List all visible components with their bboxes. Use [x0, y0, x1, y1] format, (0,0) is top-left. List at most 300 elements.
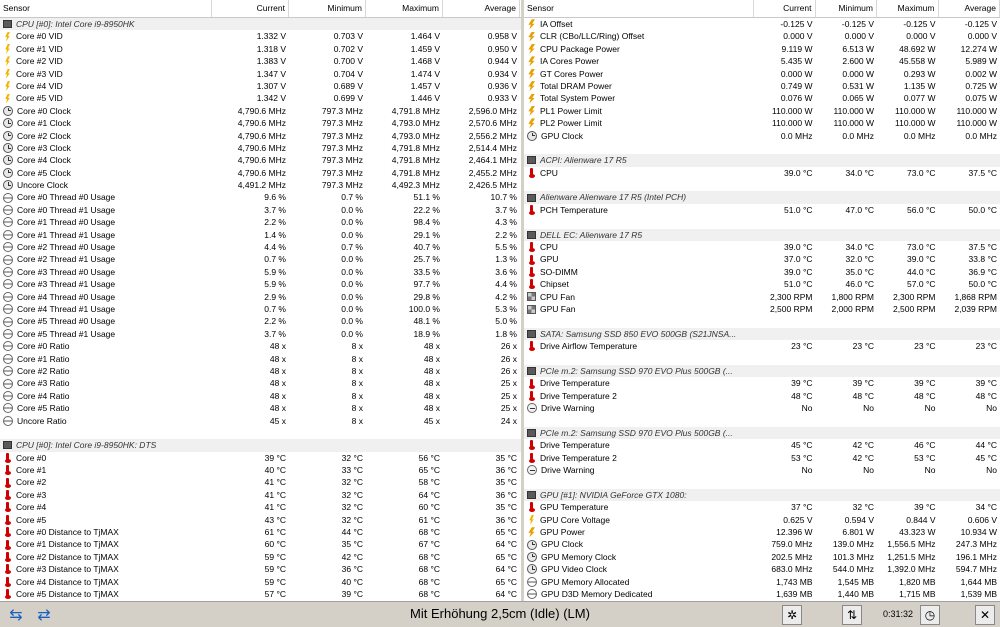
sensor-label: Core #2 Clock — [17, 130, 71, 141]
value-average: 33.8 °C — [968, 254, 997, 265]
temp-icon — [3, 515, 12, 525]
sensor-row[interactable] — [524, 105, 1000, 117]
sensor-name-cell — [0, 303, 212, 315]
usage-icon — [3, 230, 13, 240]
sensor-row[interactable] — [0, 464, 521, 476]
sensor-name-cell — [0, 353, 212, 365]
value-current: No — [801, 465, 813, 476]
sensor-name-cell — [0, 216, 212, 228]
sensor-name-cell — [524, 80, 754, 92]
value-maximum: 18.9 % — [413, 328, 440, 339]
sensor-name-cell — [0, 538, 212, 550]
clock-icon — [527, 552, 537, 562]
sensor-row[interactable] — [524, 390, 1000, 402]
value-current: 45 x — [269, 415, 286, 426]
power-icon — [527, 527, 536, 537]
sensor-row[interactable] — [0, 253, 521, 265]
sensor-row[interactable] — [0, 476, 521, 488]
sensor-label: DELL EC: Alienware 17 R5 — [540, 229, 643, 240]
sensor-label: Core #4 Ratio — [17, 390, 70, 401]
value-current: 39 °C — [264, 452, 286, 463]
sensor-row[interactable] — [524, 204, 1000, 216]
value-minimum: -0.125 V — [841, 19, 874, 29]
sensor-row[interactable] — [0, 154, 521, 166]
value-maximum: 1.457 V — [410, 80, 440, 91]
value-maximum: 110.000 W — [895, 118, 936, 129]
value-minimum: 0.000 V — [844, 31, 874, 42]
value-maximum: 48 x — [423, 341, 440, 352]
value-minimum: 0.0 % — [341, 303, 363, 314]
value-minimum: 39 °C — [341, 588, 363, 599]
spacer — [0, 427, 521, 439]
value-minimum: 8 x — [351, 415, 363, 426]
value-average: -0.125 V — [964, 19, 997, 29]
value-maximum: -0.125 V — [903, 19, 936, 29]
sensor-row[interactable] — [0, 278, 521, 290]
value-maximum: 1,392.0 MHz — [887, 564, 936, 575]
sensor-row[interactable] — [524, 92, 1000, 104]
arrow-left-right-double-icon[interactable]: ⇄ — [37, 605, 51, 624]
sensor-row[interactable] — [0, 80, 521, 92]
value-maximum: 2,500 RPM — [892, 303, 936, 314]
sensor-label: Core #0 Thread #1 Usage — [17, 204, 116, 215]
col-average[interactable]: Average — [443, 0, 520, 17]
usage-icon — [527, 589, 537, 599]
sensor-label: Drive Temperature — [540, 378, 610, 389]
value-maximum: 1.446 V — [410, 93, 440, 104]
sensor-row[interactable] — [524, 68, 1000, 80]
sensor-name-cell — [524, 204, 754, 216]
sensor-row[interactable] — [0, 452, 521, 464]
value-maximum: 48.1 % — [413, 316, 440, 327]
sensor-row[interactable] — [0, 563, 521, 575]
value-minimum: 42 °C — [341, 551, 363, 562]
sensor-name-cell — [524, 18, 754, 30]
sensor-name-cell — [0, 266, 212, 278]
value-minimum: 797.3 MHz — [321, 167, 363, 178]
sensor-label: Core #1 Thread #1 Usage — [17, 229, 116, 240]
value-maximum: 2,300 RPM — [892, 291, 936, 302]
clock-icon — [3, 131, 13, 141]
sensor-row[interactable] — [524, 80, 1000, 92]
value-minimum: 0.0 % — [341, 279, 363, 290]
sensor-row[interactable] — [524, 439, 1000, 451]
sensor-label: Core #0 Distance to TjMAX — [16, 527, 119, 538]
spacer — [524, 315, 1000, 327]
sensor-row[interactable] — [524, 402, 1000, 414]
section-header[interactable] — [524, 328, 1000, 340]
col-minimum[interactable]: Minimum — [289, 0, 366, 17]
value-minimum: No — [863, 465, 874, 476]
sensor-row[interactable] — [0, 43, 521, 55]
sensor-name-cell — [0, 179, 212, 191]
sensor-row[interactable] — [0, 365, 521, 377]
sensor-name-cell — [524, 489, 754, 501]
sensor-row[interactable] — [0, 415, 521, 427]
arrow-left-right-icon[interactable]: ⇆ — [9, 605, 23, 624]
value-average: 2,464.1 MHz — [468, 155, 517, 166]
value-average: 2,514.4 MHz — [468, 142, 517, 153]
sensor-label: Drive Warning — [541, 403, 595, 414]
sensor-row[interactable] — [0, 92, 521, 104]
value-current: 57 °C — [264, 588, 286, 599]
value-average: 12.274 W — [960, 43, 997, 54]
chip-icon — [3, 441, 12, 449]
sensor-label: Core #1 Distance to TjMAX — [16, 539, 119, 550]
sensor-name-cell — [524, 30, 754, 42]
volt-icon — [3, 69, 12, 79]
value-average: 5.3 % — [495, 303, 517, 314]
sensor-row[interactable] — [524, 501, 1000, 513]
sensor-row[interactable] — [524, 588, 1000, 600]
sensor-label: IA Cores Power — [540, 56, 600, 67]
sensor-label: GPU Temperature — [540, 502, 609, 513]
value-maximum: 4,793.0 MHz — [391, 130, 440, 141]
value-minimum: 33 °C — [341, 465, 363, 476]
value-average: 5.989 W — [965, 56, 997, 67]
sensor-label: Uncore Clock — [17, 180, 69, 191]
sensor-row[interactable] — [0, 30, 521, 42]
sensor-row[interactable] — [524, 538, 1000, 550]
value-minimum: 34.0 °C — [845, 167, 874, 178]
value-current: 48 x — [269, 390, 286, 401]
sensor-row[interactable] — [0, 142, 521, 154]
section-header[interactable] — [524, 229, 1000, 241]
sensor-row[interactable] — [0, 489, 521, 501]
value-maximum: 48 x — [423, 403, 440, 414]
col-maximum[interactable]: Maximum — [366, 0, 443, 17]
value-current: 3.7 % — [264, 328, 286, 339]
sensor-row[interactable] — [524, 514, 1000, 526]
sensor-panel-left[interactable] — [0, 0, 521, 601]
value-maximum: 1.474 V — [410, 68, 440, 79]
value-average: 26 x — [500, 365, 517, 376]
col-current[interactable]: Current — [754, 0, 816, 17]
sensor-row[interactable] — [0, 588, 521, 600]
network-icon[interactable]: ⇅ — [842, 605, 862, 625]
value-average: No — [986, 465, 997, 476]
sensor-label: Core #5 Ratio — [17, 403, 70, 414]
value-average: 64 °C — [495, 564, 517, 575]
value-current: 110.000 W — [772, 118, 813, 129]
sensor-name-cell — [0, 253, 212, 265]
sensor-row[interactable] — [0, 353, 521, 365]
value-maximum: 25.7 % — [413, 254, 440, 265]
sensor-row[interactable] — [524, 167, 1000, 179]
sensor-row[interactable] — [0, 377, 521, 389]
sensor-name-cell — [0, 80, 212, 92]
volt-icon — [3, 81, 12, 91]
col-sensor[interactable]: Sensor — [524, 0, 754, 17]
sensor-row[interactable] — [0, 229, 521, 241]
sensor-row[interactable] — [524, 452, 1000, 464]
sensor-row[interactable] — [0, 303, 521, 315]
value-average: 594.7 MHz — [955, 564, 997, 575]
sensor-name-cell — [524, 588, 754, 600]
sensor-row[interactable] — [524, 30, 1000, 42]
sensor-row[interactable] — [0, 191, 521, 203]
sensor-row[interactable] — [0, 514, 521, 526]
value-minimum: 0.0 % — [341, 316, 363, 327]
sensor-row[interactable] — [0, 204, 521, 216]
sensor-row[interactable] — [0, 266, 521, 278]
sensor-row[interactable] — [524, 266, 1000, 278]
value-current: 0.0 MHz — [780, 130, 813, 141]
value-current: 0.000 W — [780, 68, 813, 79]
clock-icon — [3, 180, 13, 190]
close-icon[interactable]: ✕ — [975, 605, 995, 625]
value-maximum: 4,492.3 MHz — [391, 180, 440, 191]
value-minimum: 797.3 MHz — [321, 142, 363, 153]
value-current: 202.5 MHz — [771, 551, 813, 562]
value-minimum: 1,545 MB — [837, 576, 874, 587]
power-icon — [527, 106, 536, 116]
sensor-name-cell — [524, 514, 754, 526]
value-current: 37.0 °C — [784, 254, 813, 265]
value-minimum: 1,440 MB — [837, 588, 874, 599]
value-minimum: 8 x — [351, 353, 363, 364]
sensor-row[interactable] — [524, 291, 1000, 303]
value-average: 5.5 % — [495, 242, 517, 253]
sensor-name-cell — [524, 278, 754, 290]
value-average: 0.944 V — [487, 56, 517, 67]
sensor-name-cell — [524, 328, 754, 340]
value-maximum: 29.1 % — [413, 229, 440, 240]
value-maximum: 48 °C — [914, 390, 936, 401]
value-minimum: 40 °C — [341, 576, 363, 587]
col-maximum[interactable]: Maximum — [877, 0, 939, 17]
value-minimum: 110.000 W — [833, 118, 874, 129]
section-header[interactable] — [524, 191, 1000, 203]
sensor-name-cell — [0, 464, 212, 476]
sensor-row[interactable] — [524, 278, 1000, 290]
value-minimum: 797.3 MHz — [321, 118, 363, 129]
sensor-label: Core #3 Distance to TjMAX — [16, 564, 119, 575]
sensor-row[interactable] — [524, 377, 1000, 389]
sensor-row[interactable] — [0, 551, 521, 563]
value-minimum: 0.699 V — [333, 93, 363, 104]
value-average: 65 °C — [495, 551, 517, 562]
sensor-row[interactable] — [524, 55, 1000, 67]
sensor-name-cell — [0, 489, 212, 501]
value-maximum: 68 °C — [418, 564, 440, 575]
temp-icon — [527, 168, 536, 178]
value-minimum: 0.000 W — [842, 68, 874, 79]
value-current: 48 x — [269, 341, 286, 352]
sensor-label: Total System Power — [540, 93, 616, 104]
value-current: 5.9 % — [264, 266, 286, 277]
section-header[interactable] — [524, 489, 1000, 501]
sensor-name-cell — [524, 427, 754, 439]
value-average: 35 °C — [495, 452, 517, 463]
sensor-row[interactable] — [0, 130, 521, 142]
value-maximum: 68 °C — [418, 551, 440, 562]
sensor-row[interactable] — [524, 576, 1000, 588]
sensor-row[interactable] — [0, 340, 521, 352]
value-maximum: 56 °C — [418, 452, 440, 463]
sensor-label: IA Offset — [540, 19, 573, 29]
value-maximum: 56.0 °C — [907, 204, 936, 215]
sensor-row[interactable] — [524, 18, 1000, 30]
settings-icon[interactable]: ✲ — [782, 605, 802, 625]
section-header[interactable] — [524, 365, 1000, 377]
value-minimum: 8 x — [351, 341, 363, 352]
sensor-row[interactable] — [524, 340, 1000, 352]
sensor-name-cell — [524, 501, 754, 513]
sensor-row[interactable] — [0, 167, 521, 179]
sensor-row[interactable] — [0, 216, 521, 228]
clock-icon — [527, 564, 537, 574]
sensor-name-cell — [524, 55, 754, 67]
sensor-row[interactable] — [0, 291, 521, 303]
usage-icon — [3, 416, 13, 426]
spacer — [524, 216, 1000, 228]
column-header[interactable] — [0, 0, 521, 18]
value-minimum: 2,000 RPM — [831, 303, 874, 314]
sensor-row[interactable] — [524, 241, 1000, 253]
sensor-label: Core #2 Ratio — [17, 365, 70, 376]
sensor-row[interactable] — [0, 526, 521, 538]
usage-icon — [3, 379, 13, 389]
sensor-label: Drive Temperature 2 — [540, 390, 617, 401]
sensor-row[interactable] — [524, 43, 1000, 55]
drive-icon — [527, 403, 537, 413]
sensor-row[interactable] — [0, 68, 521, 80]
sensor-name-cell — [0, 439, 212, 451]
value-minimum: 0.0 % — [341, 254, 363, 265]
fan-icon — [527, 305, 536, 314]
chip-icon — [527, 194, 536, 202]
value-current: 61 °C — [264, 527, 286, 538]
value-maximum: 98.4 % — [413, 217, 440, 228]
section-header[interactable] — [0, 439, 521, 451]
value-maximum: 97.7 % — [413, 279, 440, 290]
sensor-row[interactable] — [524, 526, 1000, 538]
usage-icon — [3, 279, 13, 289]
sensor-row[interactable] — [0, 538, 521, 550]
col-average[interactable]: Average — [939, 0, 1000, 17]
sensor-name-cell — [0, 415, 212, 427]
sensor-row[interactable] — [0, 501, 521, 513]
sensor-label: Core #4 — [16, 502, 47, 513]
value-minimum: 0.700 V — [333, 56, 363, 67]
section-header[interactable] — [0, 18, 521, 30]
sensor-row[interactable] — [0, 402, 521, 414]
value-average: 65 °C — [495, 576, 517, 587]
value-minimum: 101.3 MHz — [832, 551, 874, 562]
sensor-name-cell — [524, 377, 754, 389]
sensor-row[interactable] — [0, 328, 521, 340]
value-maximum: 100.0 % — [408, 303, 440, 314]
sensor-list-right — [524, 18, 1000, 600]
value-minimum: 8 x — [351, 365, 363, 376]
value-minimum: 39 °C — [852, 378, 874, 389]
sensor-row[interactable] — [524, 253, 1000, 265]
sensor-row[interactable] — [0, 55, 521, 67]
sensor-panel-right[interactable] — [524, 0, 1000, 601]
sensor-label: Drive Warning — [541, 465, 595, 476]
clock-icon — [3, 168, 13, 178]
sensor-row[interactable] — [0, 390, 521, 402]
sensor-name-cell — [0, 130, 212, 142]
value-average: 26 x — [500, 353, 517, 364]
sensor-row[interactable] — [0, 241, 521, 253]
volt-icon — [3, 94, 12, 104]
clock-icon — [527, 131, 537, 141]
sensor-label: Core #4 Thread #1 Usage — [17, 303, 116, 314]
sensor-name-cell — [524, 303, 754, 315]
value-maximum: 4,791.8 MHz — [391, 142, 440, 153]
volt-icon — [527, 515, 536, 525]
sensor-row[interactable] — [524, 464, 1000, 476]
sensor-row[interactable] — [524, 551, 1000, 563]
column-header[interactable] — [524, 0, 1000, 18]
value-maximum: 53 °C — [914, 452, 936, 463]
col-current[interactable]: Current — [212, 0, 289, 17]
power-icon — [527, 81, 536, 91]
sensor-label: Core #0 Ratio — [17, 341, 70, 352]
value-maximum: No — [924, 465, 936, 476]
value-minimum: 8 x — [351, 378, 363, 389]
sensor-row[interactable] — [524, 117, 1000, 129]
value-average: 2,596.0 MHz — [468, 105, 517, 116]
sensor-row[interactable] — [0, 117, 521, 129]
sensor-row[interactable] — [0, 179, 521, 191]
value-average: 3.7 % — [495, 204, 517, 215]
sensor-name-cell — [0, 43, 212, 55]
sensor-row[interactable] — [0, 105, 521, 117]
usage-icon — [3, 267, 13, 277]
value-average: 0.606 V — [967, 514, 997, 525]
col-sensor[interactable]: Sensor — [0, 0, 212, 17]
value-average: 37.5 °C — [968, 167, 997, 178]
section-header[interactable] — [524, 427, 1000, 439]
clock-icon[interactable]: ◷ — [920, 605, 940, 625]
sensor-row[interactable] — [0, 576, 521, 588]
sensor-row[interactable] — [0, 315, 521, 327]
sensor-name-cell — [524, 154, 754, 166]
sensor-name-cell — [524, 365, 754, 377]
value-minimum: 139.0 MHz — [832, 539, 874, 550]
sensor-row[interactable] — [524, 130, 1000, 142]
volt-icon — [3, 32, 12, 42]
sensor-name-cell — [0, 501, 212, 513]
sensor-name-cell — [0, 315, 212, 327]
value-average: 24 x — [500, 415, 517, 426]
col-minimum[interactable]: Minimum — [816, 0, 878, 17]
sensor-name-cell — [0, 340, 212, 352]
value-average: 44 °C — [975, 440, 997, 451]
sensor-row[interactable] — [524, 563, 1000, 575]
value-current: 0.625 V — [783, 514, 813, 525]
power-icon — [527, 19, 536, 29]
value-average: 25 x — [500, 378, 517, 389]
value-average: 35 °C — [495, 502, 517, 513]
value-average: 1.3 % — [495, 254, 517, 265]
value-minimum: 0.0 % — [341, 217, 363, 228]
sensor-label: Alienware Alienware 17 R5 (Intel PCH) — [540, 192, 687, 203]
sensor-row[interactable] — [524, 303, 1000, 315]
sensor-label: PCIe m.2: Samsung SSD 970 EVO Plus 500GB (... — [540, 427, 733, 438]
spacer — [524, 476, 1000, 488]
value-current: 39.0 °C — [784, 167, 813, 178]
value-average: 36.9 °C — [968, 266, 997, 277]
temp-icon — [3, 478, 12, 488]
value-average: 45 °C — [975, 452, 997, 463]
value-minimum: 35.0 °C — [845, 266, 874, 277]
section-header[interactable] — [524, 154, 1000, 166]
sensor-name-cell — [0, 551, 212, 563]
